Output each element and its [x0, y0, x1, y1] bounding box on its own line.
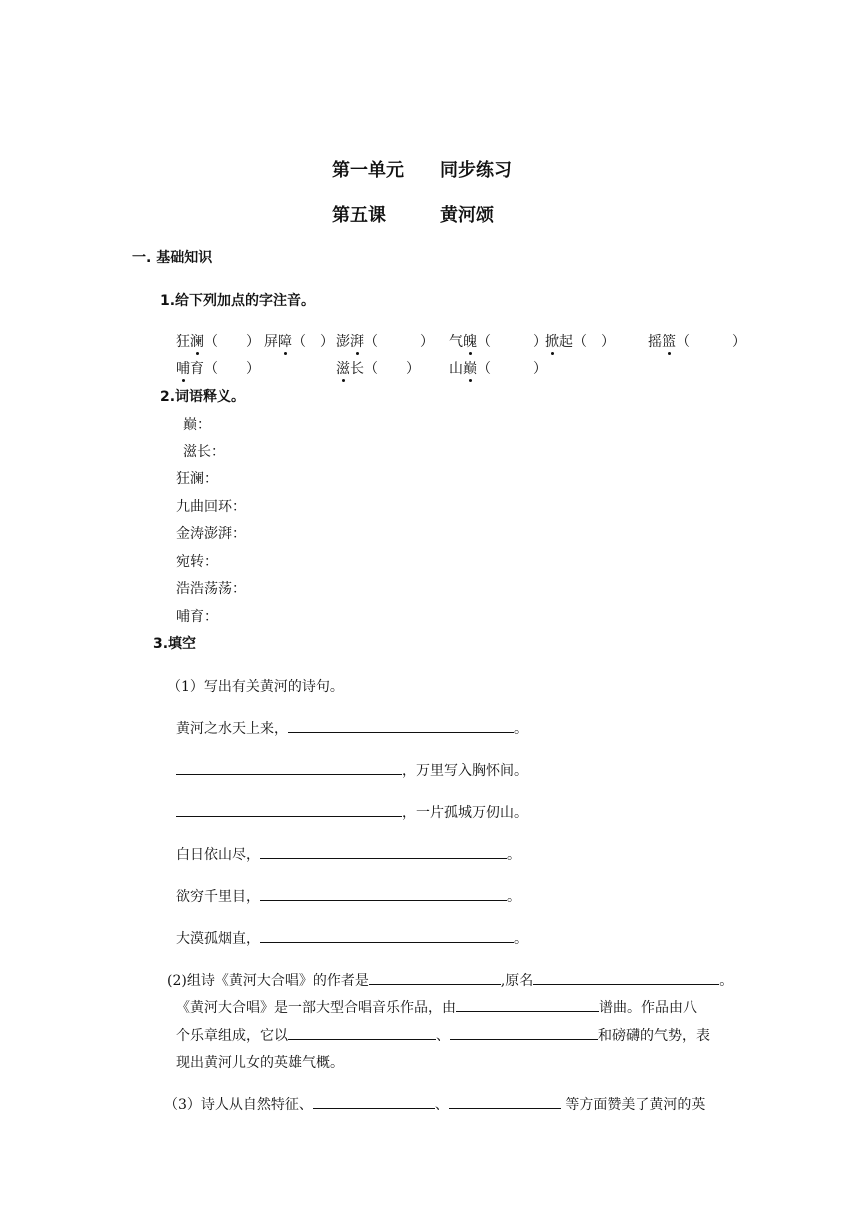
question-2-label: 2.词语释义。 — [160, 389, 246, 405]
answer-blank[interactable] — [260, 886, 507, 901]
sub-question-1: （1）写出有关黄河的诗句。 — [167, 679, 344, 695]
pinyin-item: 掀起（ ） — [545, 334, 615, 350]
answer-blank[interactable] — [176, 802, 402, 817]
pinyin-item: 澎湃（ ） — [336, 334, 434, 350]
definition-item: 浩浩荡荡： — [176, 581, 246, 597]
question-3-label: 3.填空 — [153, 636, 197, 652]
poem-line: ，一片孤城万仞山。 — [176, 802, 528, 822]
answer-blank[interactable] — [288, 1025, 436, 1040]
answer-blank[interactable] — [450, 1025, 598, 1040]
definition-item: 巅： — [183, 417, 211, 433]
answer-blank[interactable] — [288, 718, 514, 733]
poem-line: ，万里写入胸怀间。 — [176, 760, 528, 780]
sub-question-2-line-3: 个乐章组成，它以 、 和磅礴的气势，表 — [176, 1025, 710, 1045]
sub-question-2-line-1: (2)组诗《黄河大合唱》的作者是 ,原名 。 — [167, 970, 733, 990]
pinyin-item: 气魄（ ） — [449, 334, 547, 350]
definition-item: 宛转： — [176, 554, 218, 570]
answer-blank[interactable] — [313, 1094, 435, 1109]
definition-item: 滋长： — [183, 444, 225, 460]
definition-item: 九曲回环： — [176, 499, 246, 515]
poem-line: 欲穷千里目， 。 — [176, 886, 521, 906]
pinyin-item: 摇篮（ ） — [648, 334, 746, 350]
sub-question-2-line-4: 现出黄河儿女的英雄气概。 — [176, 1055, 344, 1071]
answer-blank[interactable] — [369, 970, 501, 985]
definition-item: 狂澜： — [176, 471, 218, 487]
answer-blank[interactable] — [260, 844, 507, 859]
answer-blank[interactable] — [260, 928, 514, 943]
answer-blank[interactable] — [456, 997, 599, 1012]
pinyin-item: 山巅（ ） — [449, 361, 547, 377]
answer-blank[interactable] — [176, 760, 402, 775]
sub-question-3: （3）诗人从自然特征、 、 等方面赞美了黄河的英 — [164, 1094, 705, 1114]
sub-question-2-line-2: 《黄河大合唱》是一部大型合唱音乐作品，由 谱曲。作品由八 — [176, 997, 697, 1017]
poem-line: 白日依山尽， 。 — [176, 844, 521, 864]
page-title: 第一单元 同步练习 — [332, 160, 512, 181]
pinyin-item: 滋长（ ） — [336, 361, 420, 377]
poem-line: 大漠孤烟直， 。 — [176, 928, 528, 948]
pinyin-item: 狂澜（ ） — [176, 334, 260, 350]
answer-blank[interactable] — [533, 970, 719, 985]
definition-item: 金涛澎湃： — [176, 526, 246, 542]
section-heading-basic: 一. 基础知识 — [132, 250, 213, 266]
answer-blank[interactable] — [449, 1094, 561, 1109]
lesson-title: 第五课 黄河颂 — [332, 205, 494, 226]
definition-item: 哺育： — [176, 609, 218, 625]
question-1-label: 1.给下列加点的字注音。 — [160, 293, 316, 309]
poem-line: 黄河之水天上来， 。 — [176, 718, 528, 738]
pinyin-item: 哺育（ ） — [176, 361, 260, 377]
pinyin-item: 屏障（ ） — [264, 334, 334, 350]
